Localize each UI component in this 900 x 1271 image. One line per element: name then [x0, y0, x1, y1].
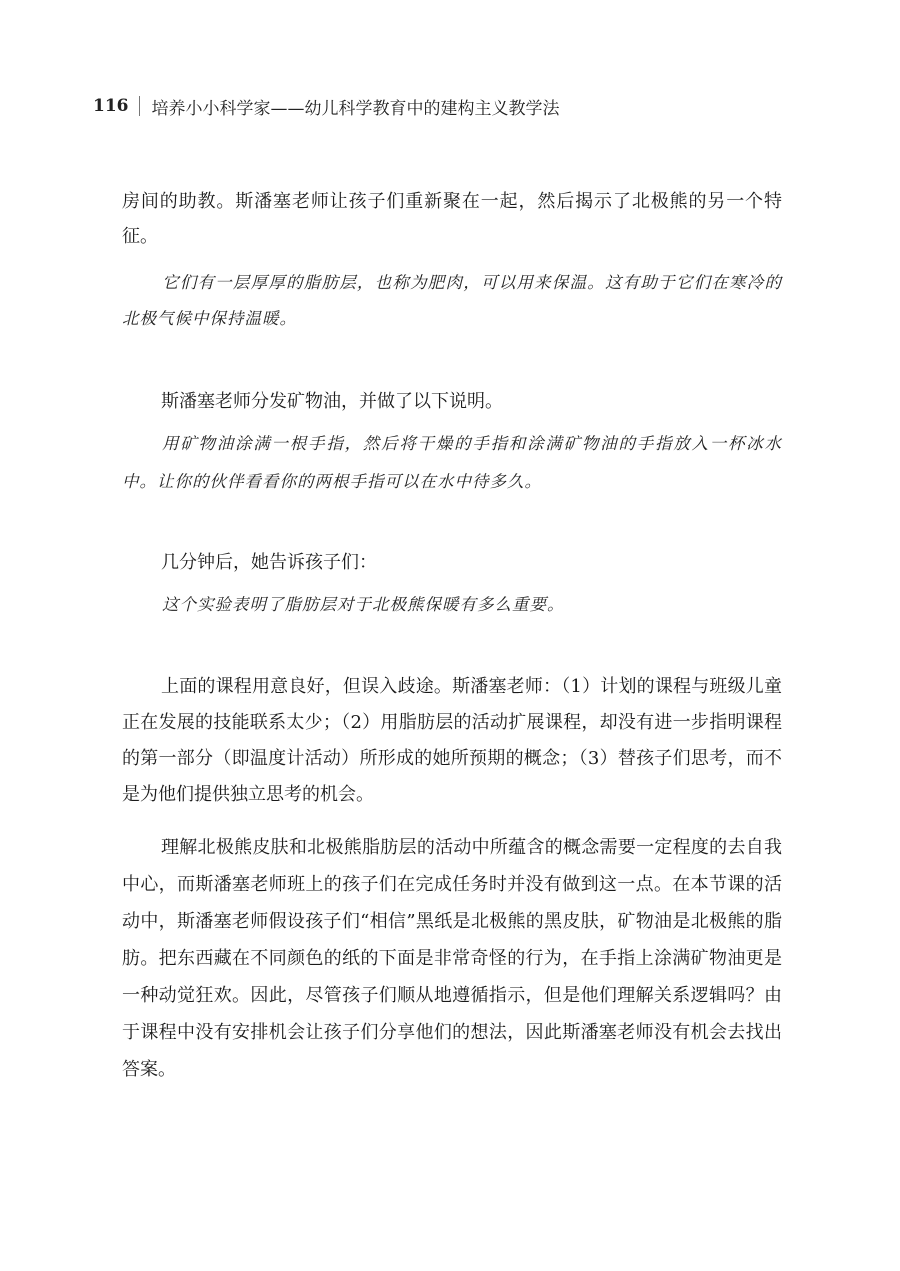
book-title: 培养小小科学家——幼儿科学教育中的建构主义教学法	[151, 98, 560, 119]
body-paragraph-minutes-later: 几分钟后，她告诉孩子们：	[161, 552, 377, 573]
body-paragraph-critique: 上面的课程用意良好，但误入歧途。斯潘塞老师：（1）计划的课程与班级儿童正在发展的技能联系太少；（2）用脂肪层的活动扩展课程，却没有进一步指明课程的第一部分（即温度计活动）所形成的她所预期的概念；（3）替孩子们思考，而不是为他们提供独立思考的机会。	[122, 676, 782, 805]
body-paragraph-mineral-oil: 斯潘塞老师分发矿物油，并做了以下说明。	[161, 391, 503, 412]
body-paragraph-continued: 房间的助教。斯潘塞老师让孩子们重新聚在一起，然后揭示了北极熊的另一个特征。	[122, 191, 782, 247]
quoted-conclusion: 这个实验表明了脂肪层对于北极熊保暖有多么重要。	[162, 595, 565, 614]
body-paragraph-analysis: 理解北极熊皮肤和北极熊脂肪层的活动中所蕴含的概念需要一定程度的去自我中心，而斯潘塞老师班上的孩子们在完成任务时并没有做到这一点。在本节课的活动中，斯潘塞老师假设孩子们“相信”黑纸是北极熊的黑皮肤，矿物油是北极熊的脂肪。把东西藏在不同颜色的纸的下面是非常奇怪的行为，在手指上涂满矿物油更是一种动觉狂欢。因此，尽管孩子们顺从地遵循指示，但是他们理解关系逻辑吗？由于课程中没有安排机会让孩子们分享他们的想法，因此斯潘塞老师没有机会去找出答案。	[122, 837, 782, 1080]
header-separator	[139, 96, 140, 116]
quoted-statement-blubber: 它们有一层厚厚的脂肪层，也称为肥肉，可以用来保温。这有助于它们在寒冷的北极气候中保持温暖。	[122, 273, 782, 328]
quoted-instructions: 用矿物油涂满一根手指，然后将干燥的手指和涂满矿物油的手指放入一杯冰水中。让你的伙伴看看你的两根手指可以在水中待多久。	[122, 434, 782, 491]
running-header	[93, 94, 560, 118]
page-number: 116	[93, 96, 129, 116]
